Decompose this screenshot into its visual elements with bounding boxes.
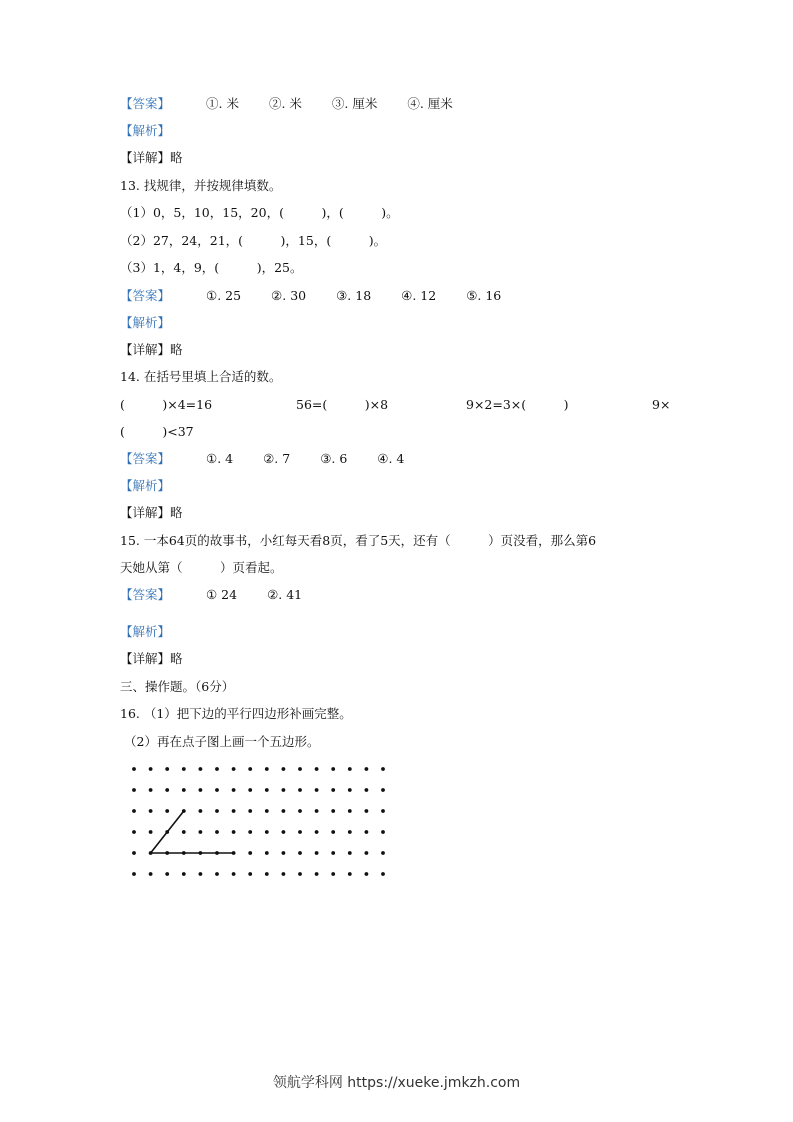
answer-tag: 【答案】 (120, 288, 171, 303)
grid-dot (282, 851, 286, 855)
analysis-tag: 【解析】 (120, 478, 171, 493)
grid-dot (331, 851, 335, 855)
answer-tag: 【答案】 (120, 587, 171, 602)
grid-dot (165, 788, 169, 792)
grid-dot (165, 767, 169, 771)
grid-dot (381, 809, 385, 813)
grid-dot (265, 809, 269, 813)
answer-item: ① 24 (206, 587, 238, 602)
answer-item: ④. 厘米 (407, 96, 453, 111)
grid-dot (199, 872, 203, 876)
q16-line-2: （2）再在点子图上画一个五边形。 (124, 734, 320, 749)
q15-answer-line (120, 587, 302, 603)
grid-dot (298, 872, 302, 876)
analysis-tag: 【解析】 (120, 123, 171, 138)
grid-dot (348, 851, 352, 855)
grid-dot (248, 788, 252, 792)
grid-dot (265, 767, 269, 771)
grid-dot (182, 767, 186, 771)
grid-dot (331, 830, 335, 834)
grid-dot (132, 788, 136, 792)
q13-stem: 13. 找规律，并按规律填数。 (120, 178, 282, 193)
grid-dot (182, 830, 186, 834)
grid-dot (365, 872, 369, 876)
grid-dot (248, 767, 252, 771)
grid-dot (282, 872, 286, 876)
answer-item: ①. 25 (206, 288, 242, 303)
q14-expr-4b: ( )<37 (120, 424, 194, 439)
grid-dot (331, 788, 335, 792)
detail-text: 略 (170, 150, 183, 165)
grid-dot (348, 809, 352, 813)
answer-item: ②. 米 (268, 96, 302, 111)
q15-detail-line (120, 651, 183, 667)
grid-dot (215, 767, 219, 771)
grid-dot (348, 767, 352, 771)
grid-dot (215, 830, 219, 834)
grid-dot (165, 809, 169, 813)
q14-answer-line (120, 451, 404, 467)
answer-item: ①. 米 (206, 96, 239, 111)
grid-dot (165, 872, 169, 876)
grid-dot (265, 872, 269, 876)
footer-watermark: 领航学科网 https://xueke.jmkzh.com (272, 1075, 521, 1091)
detail-tag: 【详解】 (120, 505, 171, 520)
q13-line-1: （1）0，5，10，15，20，( )，( )。 (120, 205, 399, 220)
dot-grid (128, 760, 403, 885)
grid-dot (215, 788, 219, 792)
grid-dot (381, 788, 385, 792)
grid-dot (298, 830, 302, 834)
grid-dot (365, 809, 369, 813)
grid-dot (381, 830, 385, 834)
q13-detail-line (120, 342, 183, 358)
grid-dot (315, 851, 319, 855)
q16-line-1: 16. （1）把下边的平行四边形补画完整。 (120, 706, 352, 721)
detail-tag: 【详解】 (120, 651, 171, 666)
grid-dot (132, 872, 136, 876)
grid-dot (248, 830, 252, 834)
detail-text: 略 (170, 651, 183, 666)
grid-dot (149, 788, 153, 792)
grid-dot (298, 809, 302, 813)
grid-dot (348, 788, 352, 792)
grid-dot (365, 830, 369, 834)
q15-stem-2: 天她从第（ ）页看起。 (120, 560, 283, 575)
grid-dot (265, 851, 269, 855)
analysis-tag: 【解析】 (120, 315, 171, 330)
section-3-title: 三、操作题。（6分） (120, 679, 235, 694)
q13-answer-line (120, 288, 501, 304)
answer-item: ④. 4 (377, 451, 405, 466)
q14-detail-line (120, 505, 183, 521)
grid-dot (149, 872, 153, 876)
grid-dot (282, 809, 286, 813)
grid-dot (298, 767, 302, 771)
grid-dot (215, 872, 219, 876)
grid-dot (199, 788, 203, 792)
grid-dot (149, 809, 153, 813)
grid-dot (215, 809, 219, 813)
grid-dot (232, 872, 236, 876)
q14-stem: 14. 在括号里填上合适的数。 (120, 369, 282, 384)
grid-dot (282, 767, 286, 771)
grid-dot (149, 830, 153, 834)
detail-text: 略 (170, 342, 183, 357)
grid-dot (365, 767, 369, 771)
grid-dot (199, 809, 203, 813)
grid-dot (331, 767, 335, 771)
grid-dot (182, 872, 186, 876)
analysis-tag: 【解析】 (120, 624, 171, 639)
answer-item: ①. 4 (206, 451, 234, 466)
grid-dot (282, 788, 286, 792)
grid-dot (232, 809, 236, 813)
grid-dot (331, 809, 335, 813)
grid-dot (232, 830, 236, 834)
grid-dot (298, 788, 302, 792)
q13-line-2: （2）27，24，21，( )，15，( )。 (120, 233, 387, 248)
answer-item: ②. 7 (263, 451, 291, 466)
q14-expr-2: 56=( )×8 (296, 397, 389, 412)
answer-tag: 【答案】 (120, 451, 171, 466)
grid-dot (248, 872, 252, 876)
grid-dot (232, 767, 236, 771)
grid-dot (381, 851, 385, 855)
grid-dot (132, 767, 136, 771)
grid-dot (132, 851, 136, 855)
answer-item: ③. 18 (336, 288, 372, 303)
detail-tag: 【详解】 (120, 342, 171, 357)
detail-tag: 【详解】 (120, 150, 171, 165)
grid-dot (132, 830, 136, 834)
grid-dot (282, 830, 286, 834)
parallelogram-side (151, 811, 184, 853)
answer-item: ⑤. 16 (466, 288, 502, 303)
grid-dot (265, 788, 269, 792)
grid-dot (199, 767, 203, 771)
q13-line-3: （3）1，4，9，( )，25。 (120, 260, 303, 275)
grid-dot (365, 788, 369, 792)
grid-dot (199, 830, 203, 834)
grid-dot (182, 788, 186, 792)
q12-answer-line (120, 96, 453, 112)
answer-item: ④. 12 (401, 288, 437, 303)
grid-dot (248, 809, 252, 813)
grid-dot (315, 809, 319, 813)
grid-dot (348, 872, 352, 876)
answer-item: ③. 6 (320, 451, 348, 466)
grid-dot (315, 872, 319, 876)
q12-detail-line (120, 150, 183, 166)
grid-dot (298, 851, 302, 855)
grid-dot (381, 872, 385, 876)
answer-item: ②. 30 (271, 288, 307, 303)
grid-dot (315, 767, 319, 771)
grid-dot (365, 851, 369, 855)
dot-grid-svg (128, 760, 403, 885)
grid-dot (315, 830, 319, 834)
answer-tag: 【答案】 (120, 96, 171, 111)
detail-text: 略 (170, 505, 183, 520)
q14-expr-1: ( )×4=16 (120, 397, 213, 412)
q14-expr-3: 9×2=3×( ) (466, 397, 569, 412)
answer-item: ③. 厘米 (331, 96, 378, 111)
grid-dot (331, 872, 335, 876)
grid-dot (381, 767, 385, 771)
grid-dot (265, 830, 269, 834)
grid-dot (232, 788, 236, 792)
q14-expr-4a: 9× (652, 397, 671, 412)
answer-item: ②. 41 (267, 587, 303, 602)
grid-dot (248, 851, 252, 855)
grid-dot (149, 767, 153, 771)
grid-dot (132, 809, 136, 813)
q15-stem-1: 15. 一本64页的故事书，小红每天看8页，看了5天，还有（ ）页没看，那么第6 (120, 533, 597, 548)
grid-dot (315, 788, 319, 792)
grid-dot (348, 830, 352, 834)
